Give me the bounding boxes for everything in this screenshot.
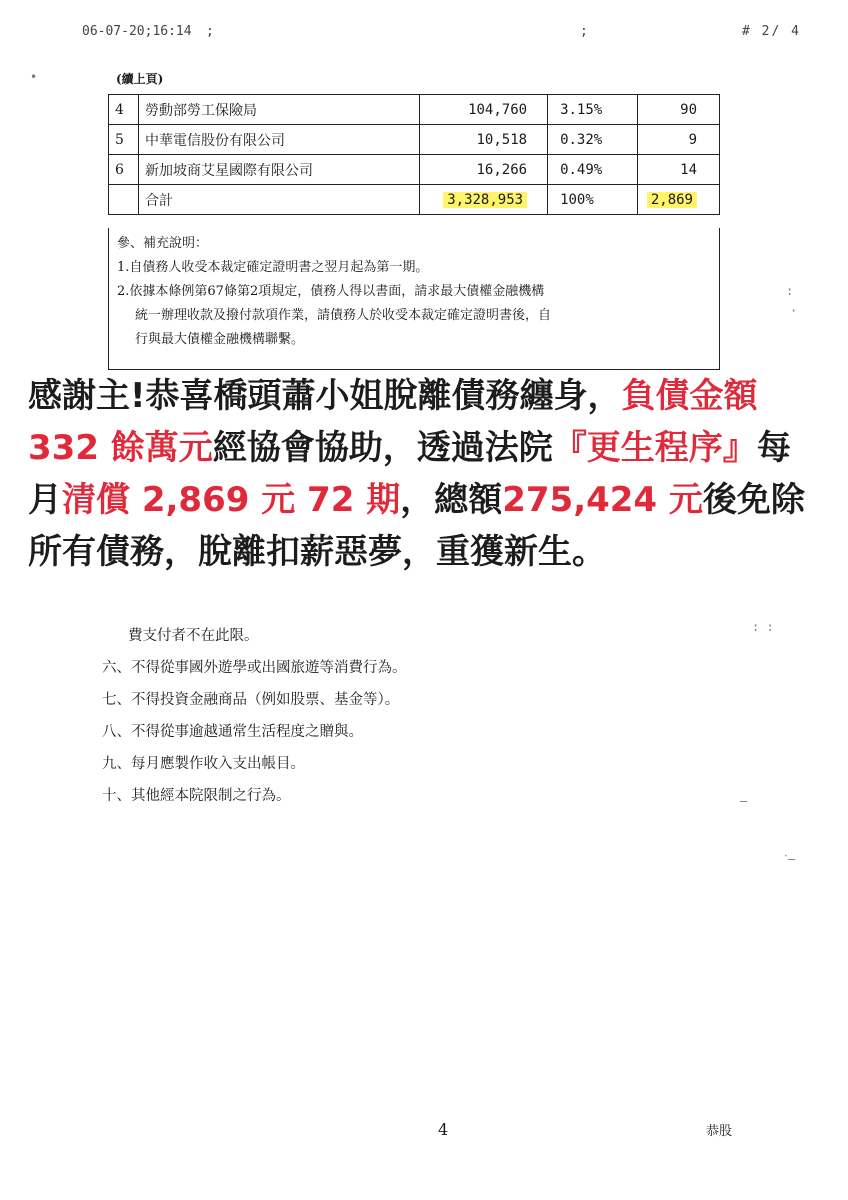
page-number: 4: [438, 1120, 449, 1139]
supplementary-notes: [108, 228, 720, 370]
fax-timestamp: 06-07-20;16:14: [82, 24, 192, 39]
condition-item: 七、不得投資金融商品（例如股票、基金等）。: [102, 692, 400, 708]
note-item-cont: 統一辦理收款及撥付款項作業，請債務人於收受本裁定確定證明書後，自: [135, 308, 552, 323]
section-seal: 恭股: [706, 1124, 733, 1139]
condition-cont: 費支付者不在此限。: [128, 628, 259, 644]
repayment-highlight: 清償 2,869 元 72 期: [62, 480, 401, 520]
table-row: 6 新加坡商艾星國際有限公司 16,266 0.49% 14: [109, 155, 720, 185]
total-row: [109, 185, 720, 215]
total-amount: 3,328,953: [443, 192, 527, 208]
fax-header: [0, 24, 848, 44]
condition-item: 九、每月應製作收入支出帳目。: [102, 756, 305, 772]
condition-item: 六、不得從事國外遊學或出國旅遊等消費行為。: [102, 660, 407, 676]
scan-speck: : :: [752, 620, 774, 634]
note-item: 1.自債務人收受本裁定確定證明書之翌月起為第一期。: [117, 260, 429, 275]
debt-amount-highlight: 負債金額 332 餘萬元: [28, 376, 758, 468]
scan-speck: —: [740, 794, 748, 808]
fax-separator: ;: [206, 24, 214, 39]
note-item: 2.依據本條例第67條第2項規定，債務人得以書面，請求最大債權金融機構: [117, 284, 545, 299]
total-monthly: 2,869: [647, 192, 697, 208]
creditor-table: [108, 94, 720, 215]
scan-speck: :: [786, 284, 794, 298]
table-row: 4 勞動部勞工保險局 104,760 3.15% 90: [109, 95, 720, 125]
fax-separator: ;: [580, 24, 588, 39]
scan-speck: ˋ—: [784, 852, 796, 866]
continued-label: (續上頁): [116, 72, 164, 86]
condition-item: 八、不得從事逾越通常生活程度之贈與。: [102, 724, 363, 740]
fax-page-indicator: # 2/ 4: [742, 24, 801, 39]
total-percent: 100%: [548, 185, 638, 215]
condition-item: 十、其他經本院限制之行為。: [102, 788, 291, 804]
table-row: 5 中華電信股份有限公司 10,518 0.32% 9: [109, 125, 720, 155]
note-item-cont: 行與最大債權金融機構聯繫。: [135, 332, 305, 347]
testimonial-overlay: 感謝主!恭喜橋頭蕭小姐脫離債務纏身，負債金額 332 餘萬元經協會協助，透過法院『更生程序』每月清償 2,869 元 72 期，總額275,424 元後免除所有債務，脫離扣薪惡夢，重獲新生。: [28, 376, 805, 572]
notes-heading: 參、補充說明：: [117, 236, 209, 251]
scan-speck: ·: [790, 304, 798, 318]
scan-speck: •: [30, 70, 38, 84]
total-label: 合計: [138, 185, 419, 215]
total-highlight: 275,424 元: [502, 480, 703, 520]
procedure-highlight: 『更生程序』: [552, 428, 757, 468]
